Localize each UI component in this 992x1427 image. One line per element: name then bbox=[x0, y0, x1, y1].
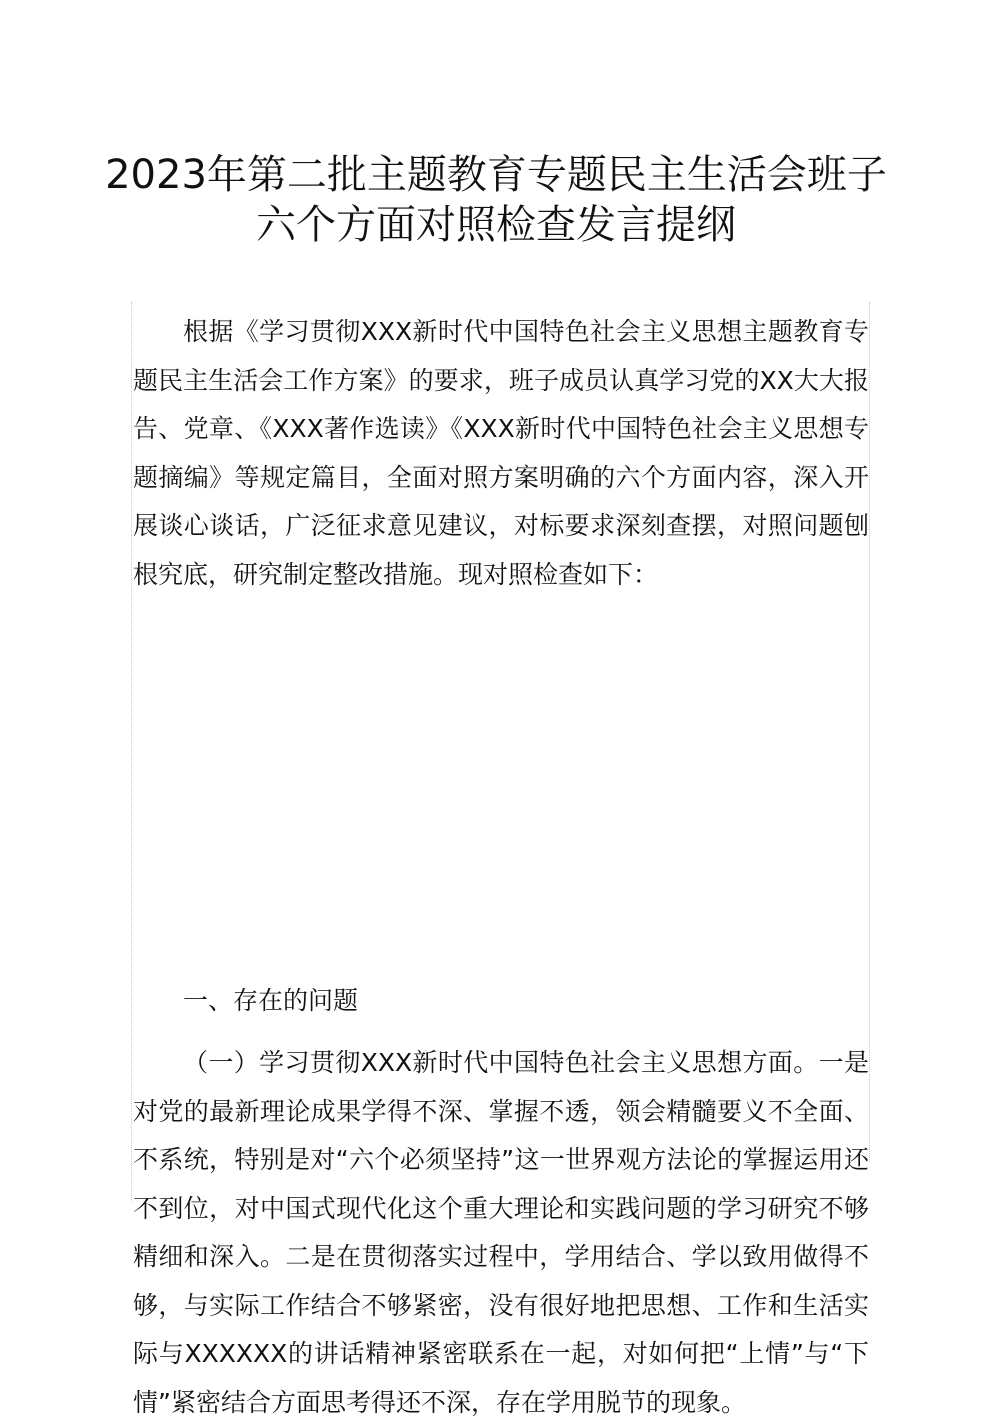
document-body bbox=[133, 302, 869, 1417]
title-line-2: 六个方面对照检查发言提纲 bbox=[256, 202, 736, 248]
section-heading: 一、存在的问题 bbox=[183, 986, 359, 1015]
page-guide-right bbox=[869, 302, 871, 1162]
section-1-paragraph: （一）学习贯彻XXX新时代中国特色社会主义思想方面。一是对党的最新理论成果学得不深、掌握不透，领会精髓要义不全面、不系统，特别是对“六个必须坚持”这一世界观方法论的掌握运用还不到位，对中国式现代化这个重大理论和实践问题的学习研究不够精细和深入。二是在贯彻落实过程中，学用结合、学以致用做得不够，与实际工作结合不够紧密，没有很好地把思想、工作和生活实际与XXXXXX的讲话精神紧密联系在一起，对如何把“上情”与“下情”紧密结合方面思考得还不深，存在学用脱节的现象。 bbox=[133, 1048, 869, 1417]
intro-paragraph: 根据《学习贯彻XXX新时代中国特色社会主义思想主题教育专题民主生活会工作方案》的要求，班子成员认真学习党的XX大大报告、党章、《XXX著作选读》《XXX新时代中国特色社会主义思想专题摘编》等规定篇目，全面对照方案明确的六个方面内容，深入开展谈心谈话，广泛征求意见建议，对标要求深刻查摆，对照问题刨根究底，研究制定整改措施。现对照检查如下： bbox=[133, 317, 869, 589]
title-line-1: 2023年第二批主题教育专题民主生活会班子 bbox=[105, 152, 887, 198]
document-title bbox=[0, 150, 992, 250]
